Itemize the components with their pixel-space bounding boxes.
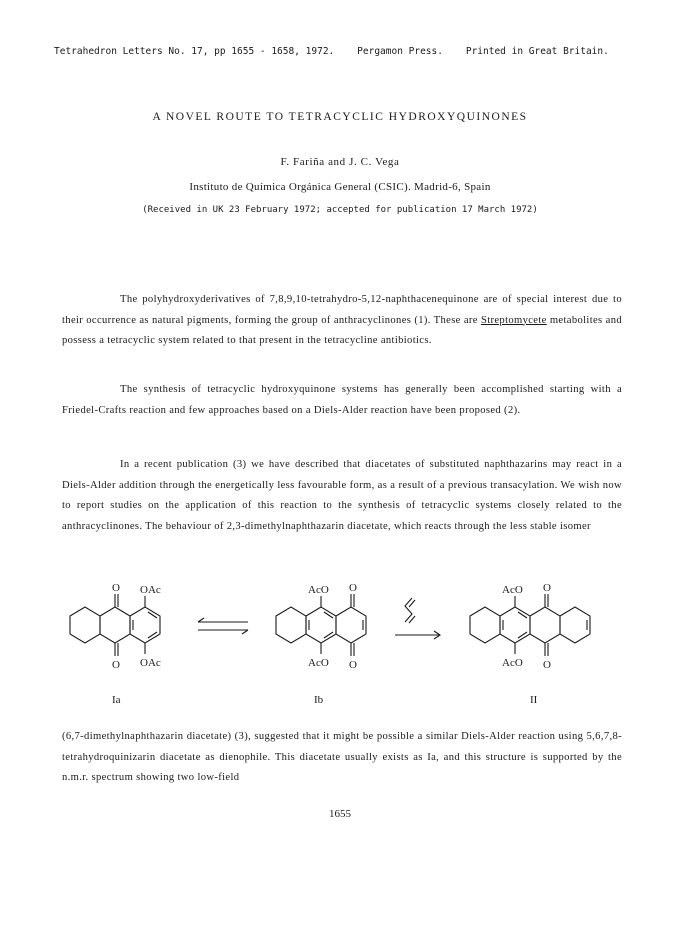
printed-in: Printed in Great Britain. [465, 46, 609, 57]
page-number: 1655 [329, 808, 351, 820]
compound-ii-structure [470, 594, 590, 656]
ib-top-right-label: O [349, 582, 357, 594]
article-title: A NOVEL ROUTE TO TETRACYCLIC HYDROXYQUINONES [152, 111, 528, 123]
ii-bottom-left-label: AcO [502, 657, 523, 669]
paragraph-1-text-b: metabolites and possess a tetracyclic system related to that present in the tetracycline antibiotics. [62, 314, 623, 346]
compound-ia-structure [70, 594, 160, 656]
paragraph-3-text: In a recent publication (3) we have described that diacetates of substituted naphthazarins may react in a Diels-Alder addition through the energetically less favourable form, as a result of a previous transacylation. We wish now to report studies on the application of this reaction to the synthesis of tetracyclic systems closely related to the anthracyclinones. The behaviour of 2,3-dimethylnaphthazarin diacetate, which reacts through the less stable isomer [62, 459, 622, 532]
ib-bottom-left-label: AcO [308, 657, 329, 669]
ia-top-right-label: OAc [140, 584, 161, 596]
ii-top-left-label: AcO [502, 584, 523, 596]
received-date: (Received in UK 23 February 1972; accepted for publication 17 March 1972) [142, 205, 538, 215]
ib-bottom-right-label: O [349, 659, 357, 671]
affiliation: Instituto de Química Orgánica General (CSIC). Madrid-6, Spain [189, 181, 491, 193]
compound-ib-structure [276, 594, 366, 656]
ii-bottom-right-label: O [543, 659, 551, 671]
journal-header [54, 46, 614, 57]
paragraph-2 [62, 380, 622, 421]
reaction-scheme [60, 580, 620, 710]
paragraph-1-text-a: The polyhydroxyderivatives of 7,8,9,10-tetrahydro-5,12-naphthacenequinone are of special interest due to their occurrence as natural pigments, forming the group of anthracyclinones (1). These are [62, 294, 622, 326]
publisher: Pergamon Press. [357, 46, 443, 57]
ia-bottom-right-label: OAc [140, 657, 161, 669]
ib-top-left-label: AcO [308, 584, 329, 596]
paragraph-4-text: (6,7-dimethylnaphthazarin diacetate) (3), suggested that it might be possible a similar Diels-Alder reaction using 5,6,7,8-tetrahydroquinizarin diacetate as dienophile. This diacetate usually exists as Ia, and this structure is supported by the n.m.r. spectrum showing two low-field [62, 731, 622, 783]
equilibrium-arrows [198, 618, 248, 634]
ia-top-left-label: O [112, 582, 120, 594]
ia-compound-label: Ia [112, 694, 121, 706]
paragraph-2-text: The synthesis of tetracyclic hydroxyquinone systems has generally been accomplished starting with a Friedel-Crafts reaction and few approaches based on a Diels-Alder reaction have been proposed (2). [62, 384, 622, 416]
ib-compound-label: Ib [314, 694, 324, 706]
ii-top-right-label: O [543, 582, 551, 594]
ia-bottom-left-label: O [112, 659, 120, 671]
paragraph-1 [62, 290, 622, 352]
reaction-arrow [395, 631, 440, 639]
paragraph-3 [62, 455, 622, 537]
ii-compound-label: II [530, 694, 538, 706]
paragraph-4 [62, 727, 622, 789]
journal-citation: Tetrahedron Letters No. 17, pp 1655 - 1658, 1972. [54, 46, 335, 57]
authors: F. Fariña and J. C. Vega [280, 156, 400, 168]
streptomycete-term: Streptomycete [480, 314, 547, 326]
butadiene-reagent [405, 598, 415, 623]
